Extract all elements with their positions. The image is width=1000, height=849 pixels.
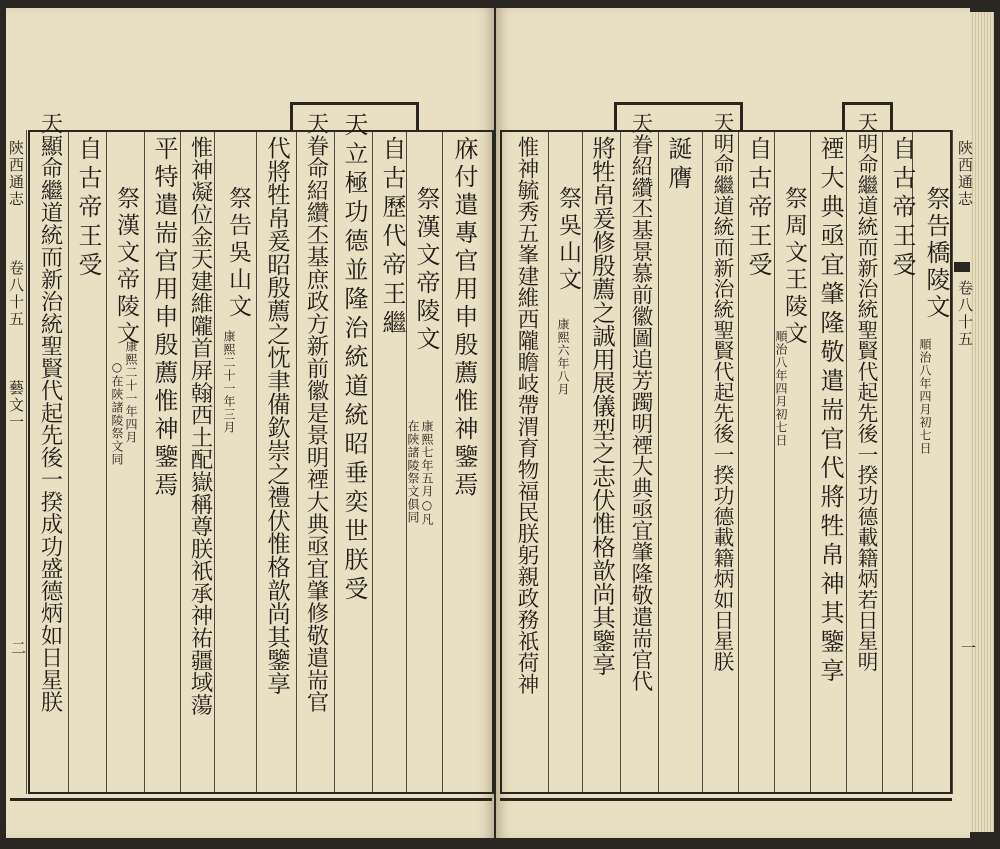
text-column: 天明命繼道統而新治統聖賢代起先後一揆功德載籍炳若日星明 <box>854 112 878 672</box>
date-note: 在陝諸陵祭文俱同 <box>406 420 420 524</box>
text-column: 祭漢文帝陵文 <box>113 186 139 348</box>
text-column: 祭告橋陵文 <box>922 186 950 321</box>
text-column: 禋大典亟宜肇隆敬遣耑官代將牲帛神其鑒享 <box>816 136 844 687</box>
date-note: 康熙七年五月○凡 <box>420 420 434 526</box>
left-page-number: 二 <box>9 640 27 657</box>
date-note: 順治八年四月初七日 <box>774 330 788 447</box>
right-margin-header: 陝西通志 <box>956 140 974 208</box>
right-bottom-double-rule <box>500 798 952 801</box>
text-column: 平特遣耑官用申殷薦惟神鑒焉 <box>150 136 178 500</box>
date-note: 康熙二十一年四月 <box>124 340 138 444</box>
text-column: 天顯命繼道統而新治統聖賢代起先後一揆成功盛德炳如日星朕 <box>37 112 63 713</box>
text-column: 自古帝王受 <box>74 136 102 281</box>
text-column: 天立極功德並隆治統道統昭垂奕世朕受 <box>340 112 368 605</box>
date-note: ○在陝諸陵祭文同 <box>110 360 124 466</box>
date-note: 順治八年四月初七日 <box>918 338 932 455</box>
text-column: 將牲帛爰修殷薦之誠用展儀型之志伏惟格歆尚其鑒享 <box>588 136 616 676</box>
text-column: 自古帝王受 <box>744 136 772 281</box>
left-section-label: 藝文一 <box>7 380 25 431</box>
page-edges <box>970 12 994 832</box>
text-column: 惟神凝位金天建維隴首屏翰西土配嶽稱尊朕祇承神祐疆域蕩 <box>187 136 213 716</box>
left-bottom-double-rule <box>10 798 492 801</box>
right-tab-top-2 <box>842 102 892 105</box>
left-margin-header: 陝西通志 <box>7 140 25 208</box>
date-note: 康熙二十一年三月 <box>222 330 236 434</box>
text-column: 天明命繼道統而新治統聖賢代起先後一揆功德載籍炳如日星朕 <box>710 112 734 672</box>
text-column: 自古帝王受 <box>888 136 916 281</box>
left-tab-top <box>290 102 418 105</box>
text-column: 自古歷代帝王繼 <box>378 136 406 339</box>
text-column: 代將牲帛爰昭殷薦之忱聿備欽崇之禮伏惟格歆尚其鑒享 <box>263 136 290 695</box>
text-column: 祭告吳山文 <box>225 186 251 321</box>
text-column: 庥付遣專官用申殷薦惟神鑒焉 <box>450 136 478 500</box>
text-column: 惟神毓秀五峯建維西隴瞻岐帶渭育物福民朕躬親政務祇荷神 <box>514 136 539 695</box>
text-column: 誕膺 <box>664 136 692 194</box>
text-column: 祭周文王陵文 <box>781 186 807 348</box>
text-column: 天眷命紹纘丕基庶政方新前徽是景明禋大典亟宜肇修敬遣耑官 <box>303 112 329 713</box>
text-column: 祭漢文帝陵文 <box>412 186 440 354</box>
right-tab-top <box>614 102 742 105</box>
right-volume-label: 卷八十五 <box>956 280 974 348</box>
text-column: 天眷紹纘丕基景慕前徽圖追芳躅明禋大典亟宜肇隆敬遣耑官代 <box>628 112 653 692</box>
date-note: 康熙六年八月 <box>556 318 570 396</box>
right-page-number: 一 <box>959 640 977 657</box>
left-volume-label: 卷八十五 <box>7 260 25 328</box>
fish-tail-mark <box>954 262 970 272</box>
text-column: 祭吳山文 <box>555 186 581 294</box>
